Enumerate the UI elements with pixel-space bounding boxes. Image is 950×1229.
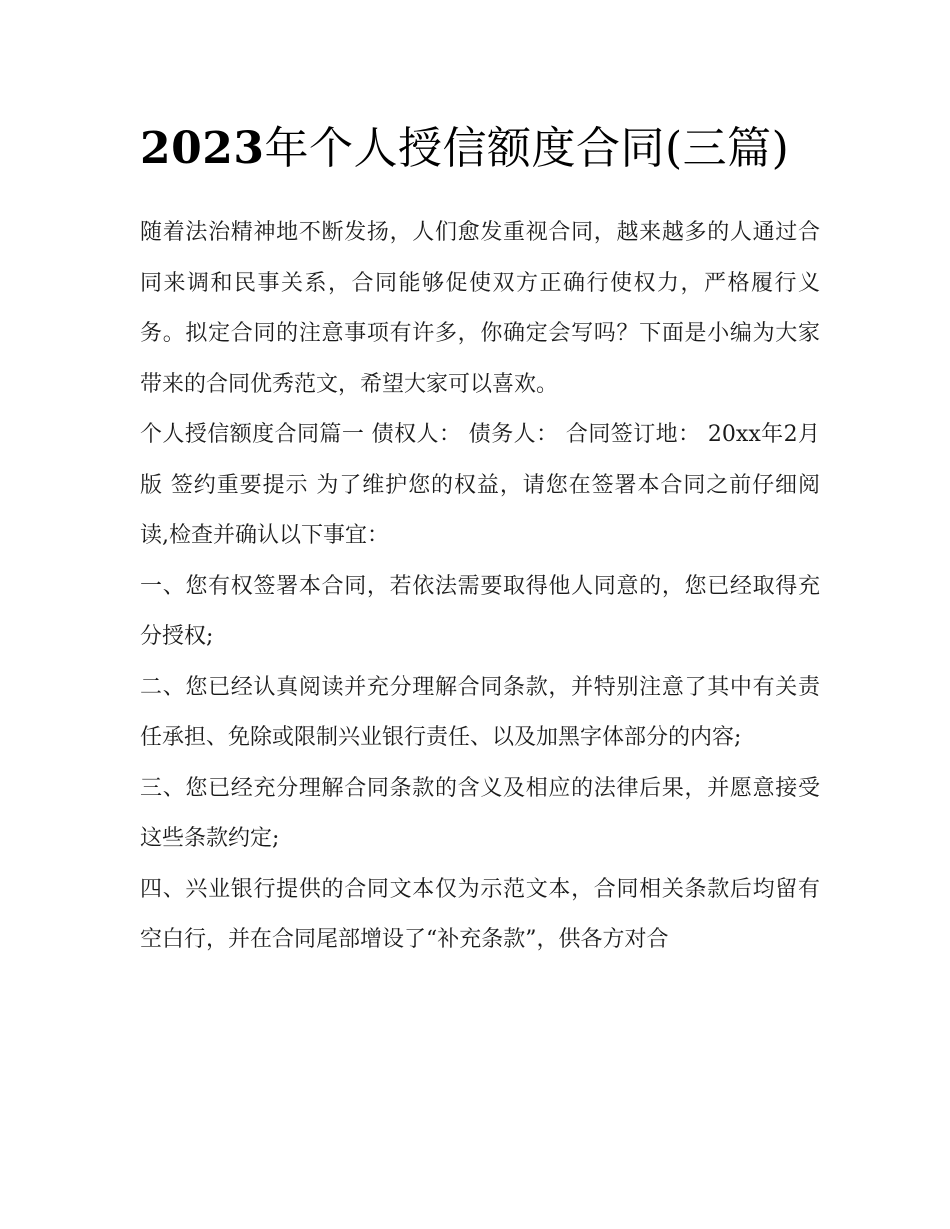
paragraph-item-3: 三、您已经充分理解合同条款的含义及相应的法律后果，并愿意接受这些条款约定; [140, 775, 820, 851]
paragraph-intro: 随着法治精神地不断发扬，人们愈发重视合同，越来越多的人通过合同来调和民事关系，合同能够促使双方正确行使权力，严格履行义务。拟定合同的注意事项有许多，你确定会写吗？下面是小编为大家带来的合同优秀范文，希望大家可以喜欢。 [140, 220, 820, 397]
paragraph-contract-header: 个人授信额度合同篇一 债权人： 债务人： 合同签订地： 20xx年2月版 签约重要提示 为了维护您的权益，请您在签署本合同之前仔细阅读,检查并确认以下事宜： [140, 422, 820, 548]
paragraph-item-2: 二、您已经认真阅读并充分理解合同条款，并特别注意了其中有关责任承担、免除或限制兴业银行责任、以及加黑字体部分的内容; [140, 674, 820, 750]
document-content [140, 112, 820, 966]
paragraph-item-1: 一、您有权签署本合同，若依法需要取得他人同意的，您已经取得充分授权; [140, 573, 820, 649]
paragraph-item-4: 四、兴业银行提供的合同文本仅为示范文本，合同相关条款后均留有空白行，并在合同尾部增设了“补充条款”，供各方对合 [140, 876, 820, 952]
title-year: 2023 [140, 123, 265, 174]
title-text: 年个人授信额度合同(三篇) [264, 123, 790, 174]
document-title [140, 112, 820, 186]
document-body [140, 208, 820, 966]
